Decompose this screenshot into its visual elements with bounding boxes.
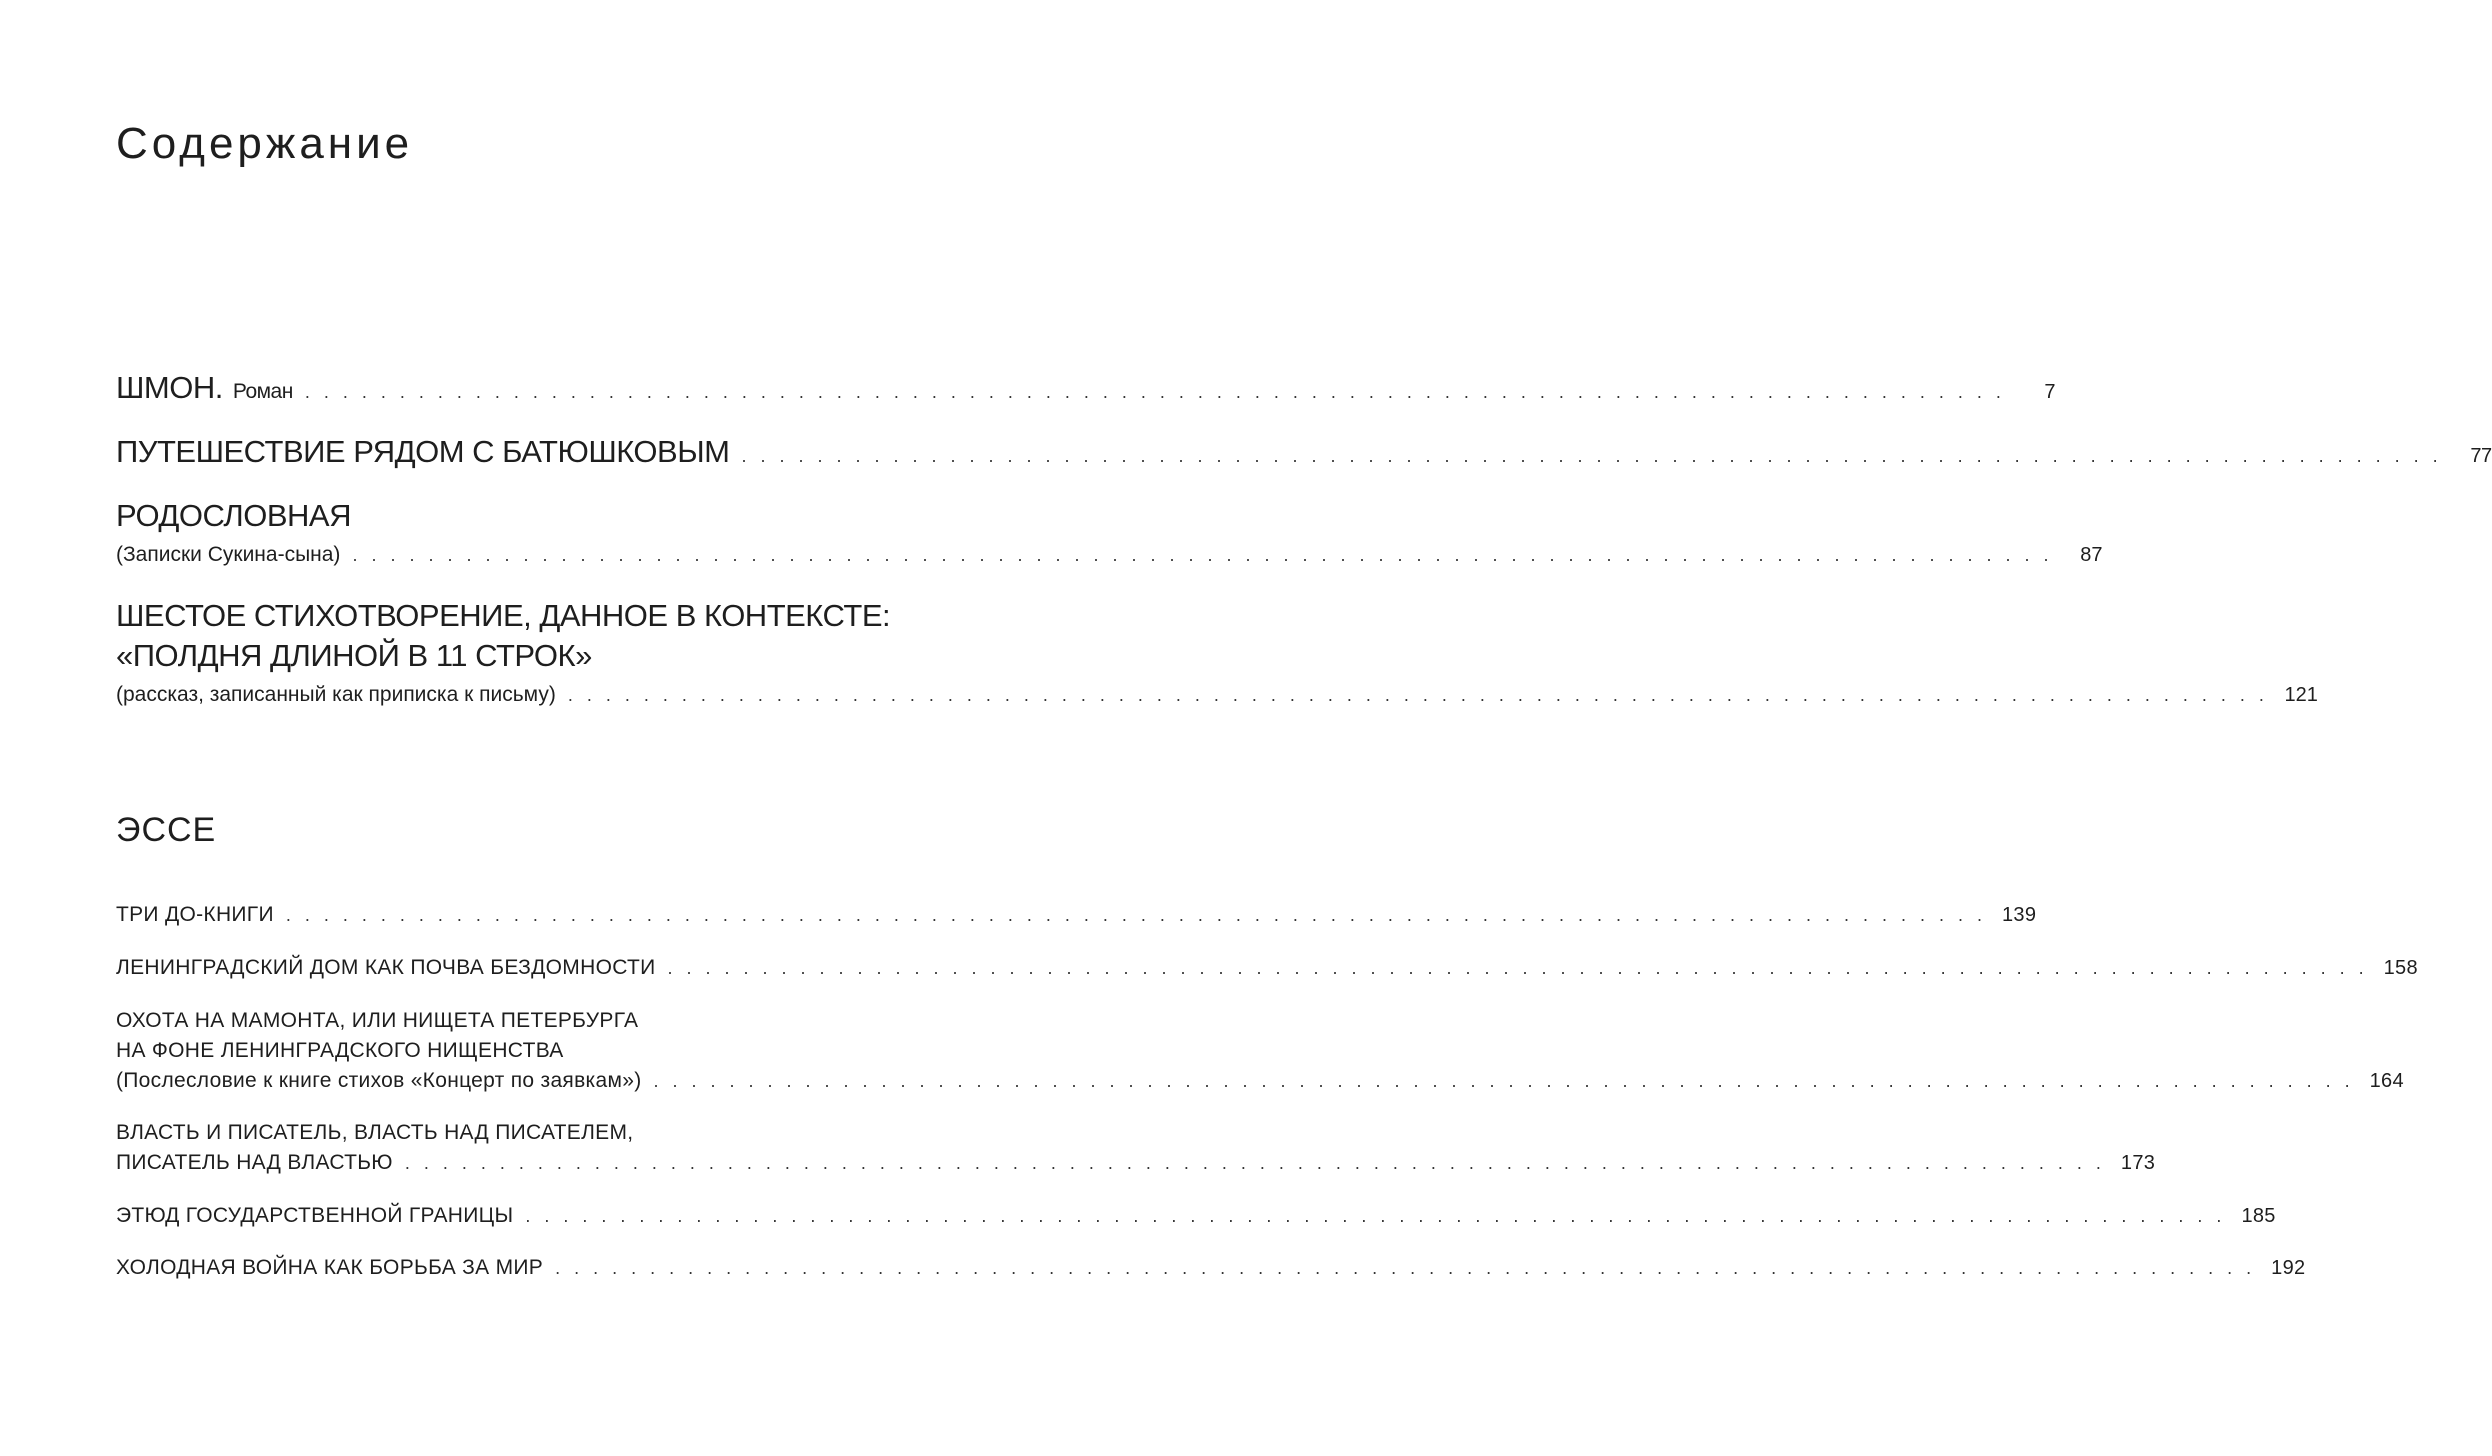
toc-line (116, 953, 2418, 983)
dot-leader: .......................................................................................... (352, 545, 2063, 565)
toc-entry-essay[interactable] (116, 953, 2418, 983)
entry-title: ШМОН. (116, 370, 223, 405)
entry-title: РОДОСЛОВНАЯ (116, 498, 351, 533)
entry-title: ЭТЮД ГОСУДАРСТВЕННОЙ ГРАНИЦЫ (116, 1204, 514, 1227)
toc-line (116, 596, 912, 636)
toc-line (116, 368, 2055, 412)
toc-entry-essay[interactable] (116, 1118, 2156, 1178)
entry-title: ПУТЕШЕСТВИЕ РЯДОМ С БАТЮШКОВЫМ (116, 434, 730, 469)
toc-line (116, 1253, 2306, 1283)
toc-entry-essay[interactable] (116, 1006, 2404, 1096)
page-number: 77 (2470, 445, 2492, 467)
entry-title: ХОЛОДНАЯ ВОЙНА КАК БОРЬБА ЗА МИР (116, 1256, 544, 1279)
toc-entry-essay[interactable] (116, 1253, 2306, 1283)
page-number: 158 (2383, 957, 2418, 979)
entry-title-line2: «ПОЛДНЯ ДЛИНОЙ В 11 СТРОК» (116, 638, 592, 673)
entry-title-line1: ШЕСТОЕ СТИХОТВОРЕНИЕ, ДАННОЕ В КОНТЕКСТЕ: (116, 598, 891, 633)
dot-leader: .......................................................................................... (525, 1206, 2236, 1226)
toc-line (116, 1148, 2156, 1178)
toc-line (116, 1066, 2404, 1096)
page-number: 173 (2120, 1152, 2156, 1174)
toc-line (116, 1036, 912, 1066)
dot-leader: .......................................................................................... (304, 382, 2015, 402)
entry-subtitle: (Послесловие к книге стихов «Концерт по заявкам») (116, 1069, 642, 1092)
entry-title-line2: НА ФОНЕ ЛЕНИНГРАДСКОГО НИЩЕНСТВА (116, 1039, 564, 1062)
entry-title: ЛЕНИНГРАДСКИЙ ДОМ КАК ПОЧВА БЕЗДОМНОСТИ (116, 956, 656, 979)
entry-genre: Роман (232, 380, 293, 403)
toc-entry-shestoe[interactable] (116, 596, 2318, 710)
dot-leader: .......................................................................................... (741, 446, 2452, 466)
page-number: 139 (2001, 904, 2037, 926)
entry-title: ТРИ ДО-КНИГИ (116, 903, 274, 926)
entry-subtitle: (рассказ, записанный как приписка к письму) (116, 683, 556, 706)
page-number: 185 (2241, 1205, 2276, 1227)
toc-entry-shmon[interactable] (116, 368, 2055, 412)
toc-line (116, 1201, 2276, 1231)
toc-line (116, 1118, 912, 1148)
entry-subtitle: (Записки Сукина-сына) (116, 543, 341, 566)
page-title: Содержание (116, 119, 414, 168)
dot-leader: .......................................................................................... (555, 1258, 2266, 1278)
toc-line (116, 1006, 912, 1036)
dot-leader: .......................................................................................... (667, 958, 2378, 978)
toc-line (116, 432, 2492, 476)
page-number: 7 (2044, 381, 2055, 403)
toc-entry-essay[interactable] (116, 1201, 2276, 1231)
toc-entry-rodoslovnaya[interactable] (116, 496, 2103, 570)
page-number: 192 (2271, 1257, 2306, 1279)
dot-leader: .......................................................................................... (404, 1153, 2115, 1173)
dot-leader: .......................................................................................... (285, 905, 1996, 925)
page-number: 164 (2369, 1070, 2404, 1092)
toc-line (116, 540, 2103, 570)
dot-leader: .......................................................................................... (653, 1071, 2364, 1091)
toc-entry-essay[interactable] (116, 900, 2037, 930)
entry-title-line1: ВЛАСТЬ И ПИСАТЕЛЬ, ВЛАСТЬ НАД ПИСАТЕЛЕМ, (116, 1121, 634, 1144)
toc-line (116, 680, 2318, 710)
entry-title-line1: ОХОТА НА МАМОНТА, ИЛИ НИЩЕТА ПЕТЕРБУРГА (116, 1009, 639, 1032)
toc-line (116, 496, 912, 536)
section-title: ЭССЕ (116, 811, 217, 849)
entry-title-line2: ПИСАТЕЛЬ НАД ВЛАСТЬЮ (116, 1151, 393, 1174)
page-number: 121 (2284, 684, 2318, 706)
dot-leader: .......................................................................................... (567, 685, 2278, 705)
toc-entry-batyushkov[interactable] (116, 432, 2492, 476)
page-number: 87 (2080, 544, 2103, 566)
toc-line (116, 636, 912, 676)
toc-line (116, 900, 2037, 930)
